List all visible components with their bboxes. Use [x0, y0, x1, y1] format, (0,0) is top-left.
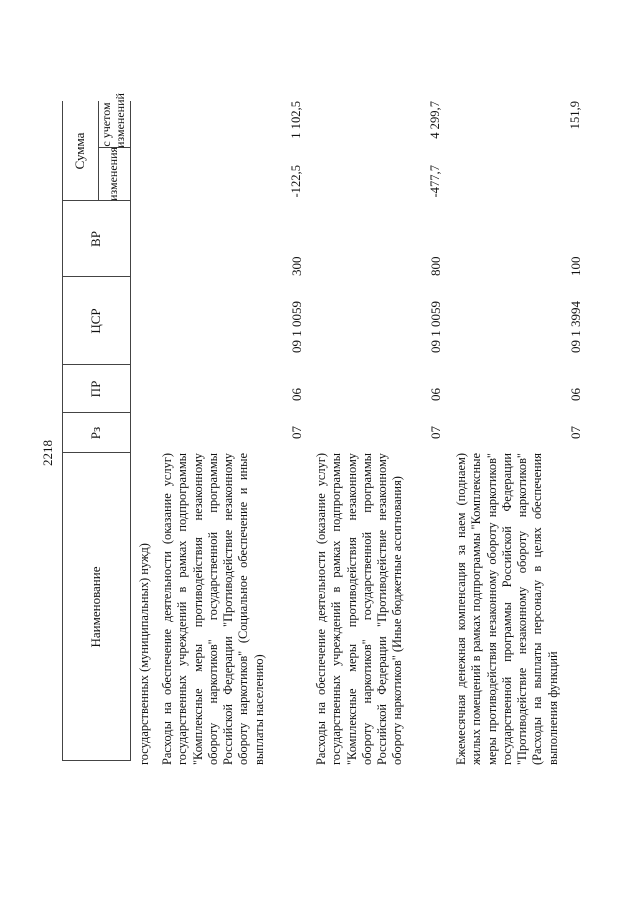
row-1-csr: 09 1 0059: [289, 301, 304, 353]
header-name: Наименование: [88, 566, 103, 648]
row-3-with-changes: 151,9: [568, 101, 582, 130]
header-pr: ПР: [88, 380, 103, 398]
row-2-with-changes: 4 299,7: [428, 101, 442, 139]
row-1-desc: Расходы на обеспечение деятельности (оказание услуг) государственных учреждений в рамках подпрограммы "Комплексные меры противодействия незаконному обороту наркотиков" государственной программы Российской Федерации "Противодействие незаконному обороту наркотиков" (Социальное обеспечение и иные выплаты населению): [160, 453, 266, 765]
row-2-desc: Расходы на обеспечение деятельности (оказание услуг) государственных учреждений в рамках подпрограммы "Комплексные меры противодействия незаконному обороту наркотиков" государственной программы Российской Федерации "Противодействие незаконному обороту наркотиков" (Иные бюджетные ассигнования): [314, 453, 405, 765]
header-rz: Рз: [88, 426, 103, 440]
row-1-change: -122,5: [289, 165, 303, 198]
continuation-text: государственных (муниципальных) нужд): [137, 543, 151, 765]
row-3-csr: 09 1 3994: [568, 301, 583, 353]
row-1-pr: 06: [289, 388, 304, 401]
header-change: изменения: [106, 146, 120, 201]
row-2-vr: 800: [428, 256, 443, 276]
row-2-csr: 09 1 0059: [428, 301, 443, 353]
row-1-vr: 300: [289, 256, 304, 276]
row-3-rz: 07: [568, 426, 583, 439]
row-2-change: -477,7: [428, 165, 442, 198]
row-3-pr: 06: [568, 388, 583, 401]
header-sum: Сумма: [72, 132, 87, 170]
page-number: 2218: [40, 440, 55, 466]
row-3-desc: Ежемесячная денежная компенсация за наем (поднаем) жилых помещений в рамках подпрограммы "Комплексные меры противодействия незаконному обороту наркотиков" государственной программы Российской Федерации "Противодействие незаконному обороту наркотиков" (Расходы на выплаты персоналу в целях обеспечения выполнения функций: [454, 453, 560, 765]
row-2-pr: 06: [428, 388, 443, 401]
row-1-with-changes: 1 102,5: [289, 101, 303, 139]
header-with-changes: с учетом изменений: [99, 93, 127, 148]
header-bottom-border: [130, 101, 131, 761]
row-2-rz: 07: [428, 426, 443, 439]
row-3-vr: 100: [568, 256, 583, 276]
row-1-rz: 07: [289, 426, 304, 439]
header-csr: ЦСР: [88, 308, 103, 334]
budget-table: [62, 93, 583, 853]
header-vr: ВР: [88, 231, 103, 247]
